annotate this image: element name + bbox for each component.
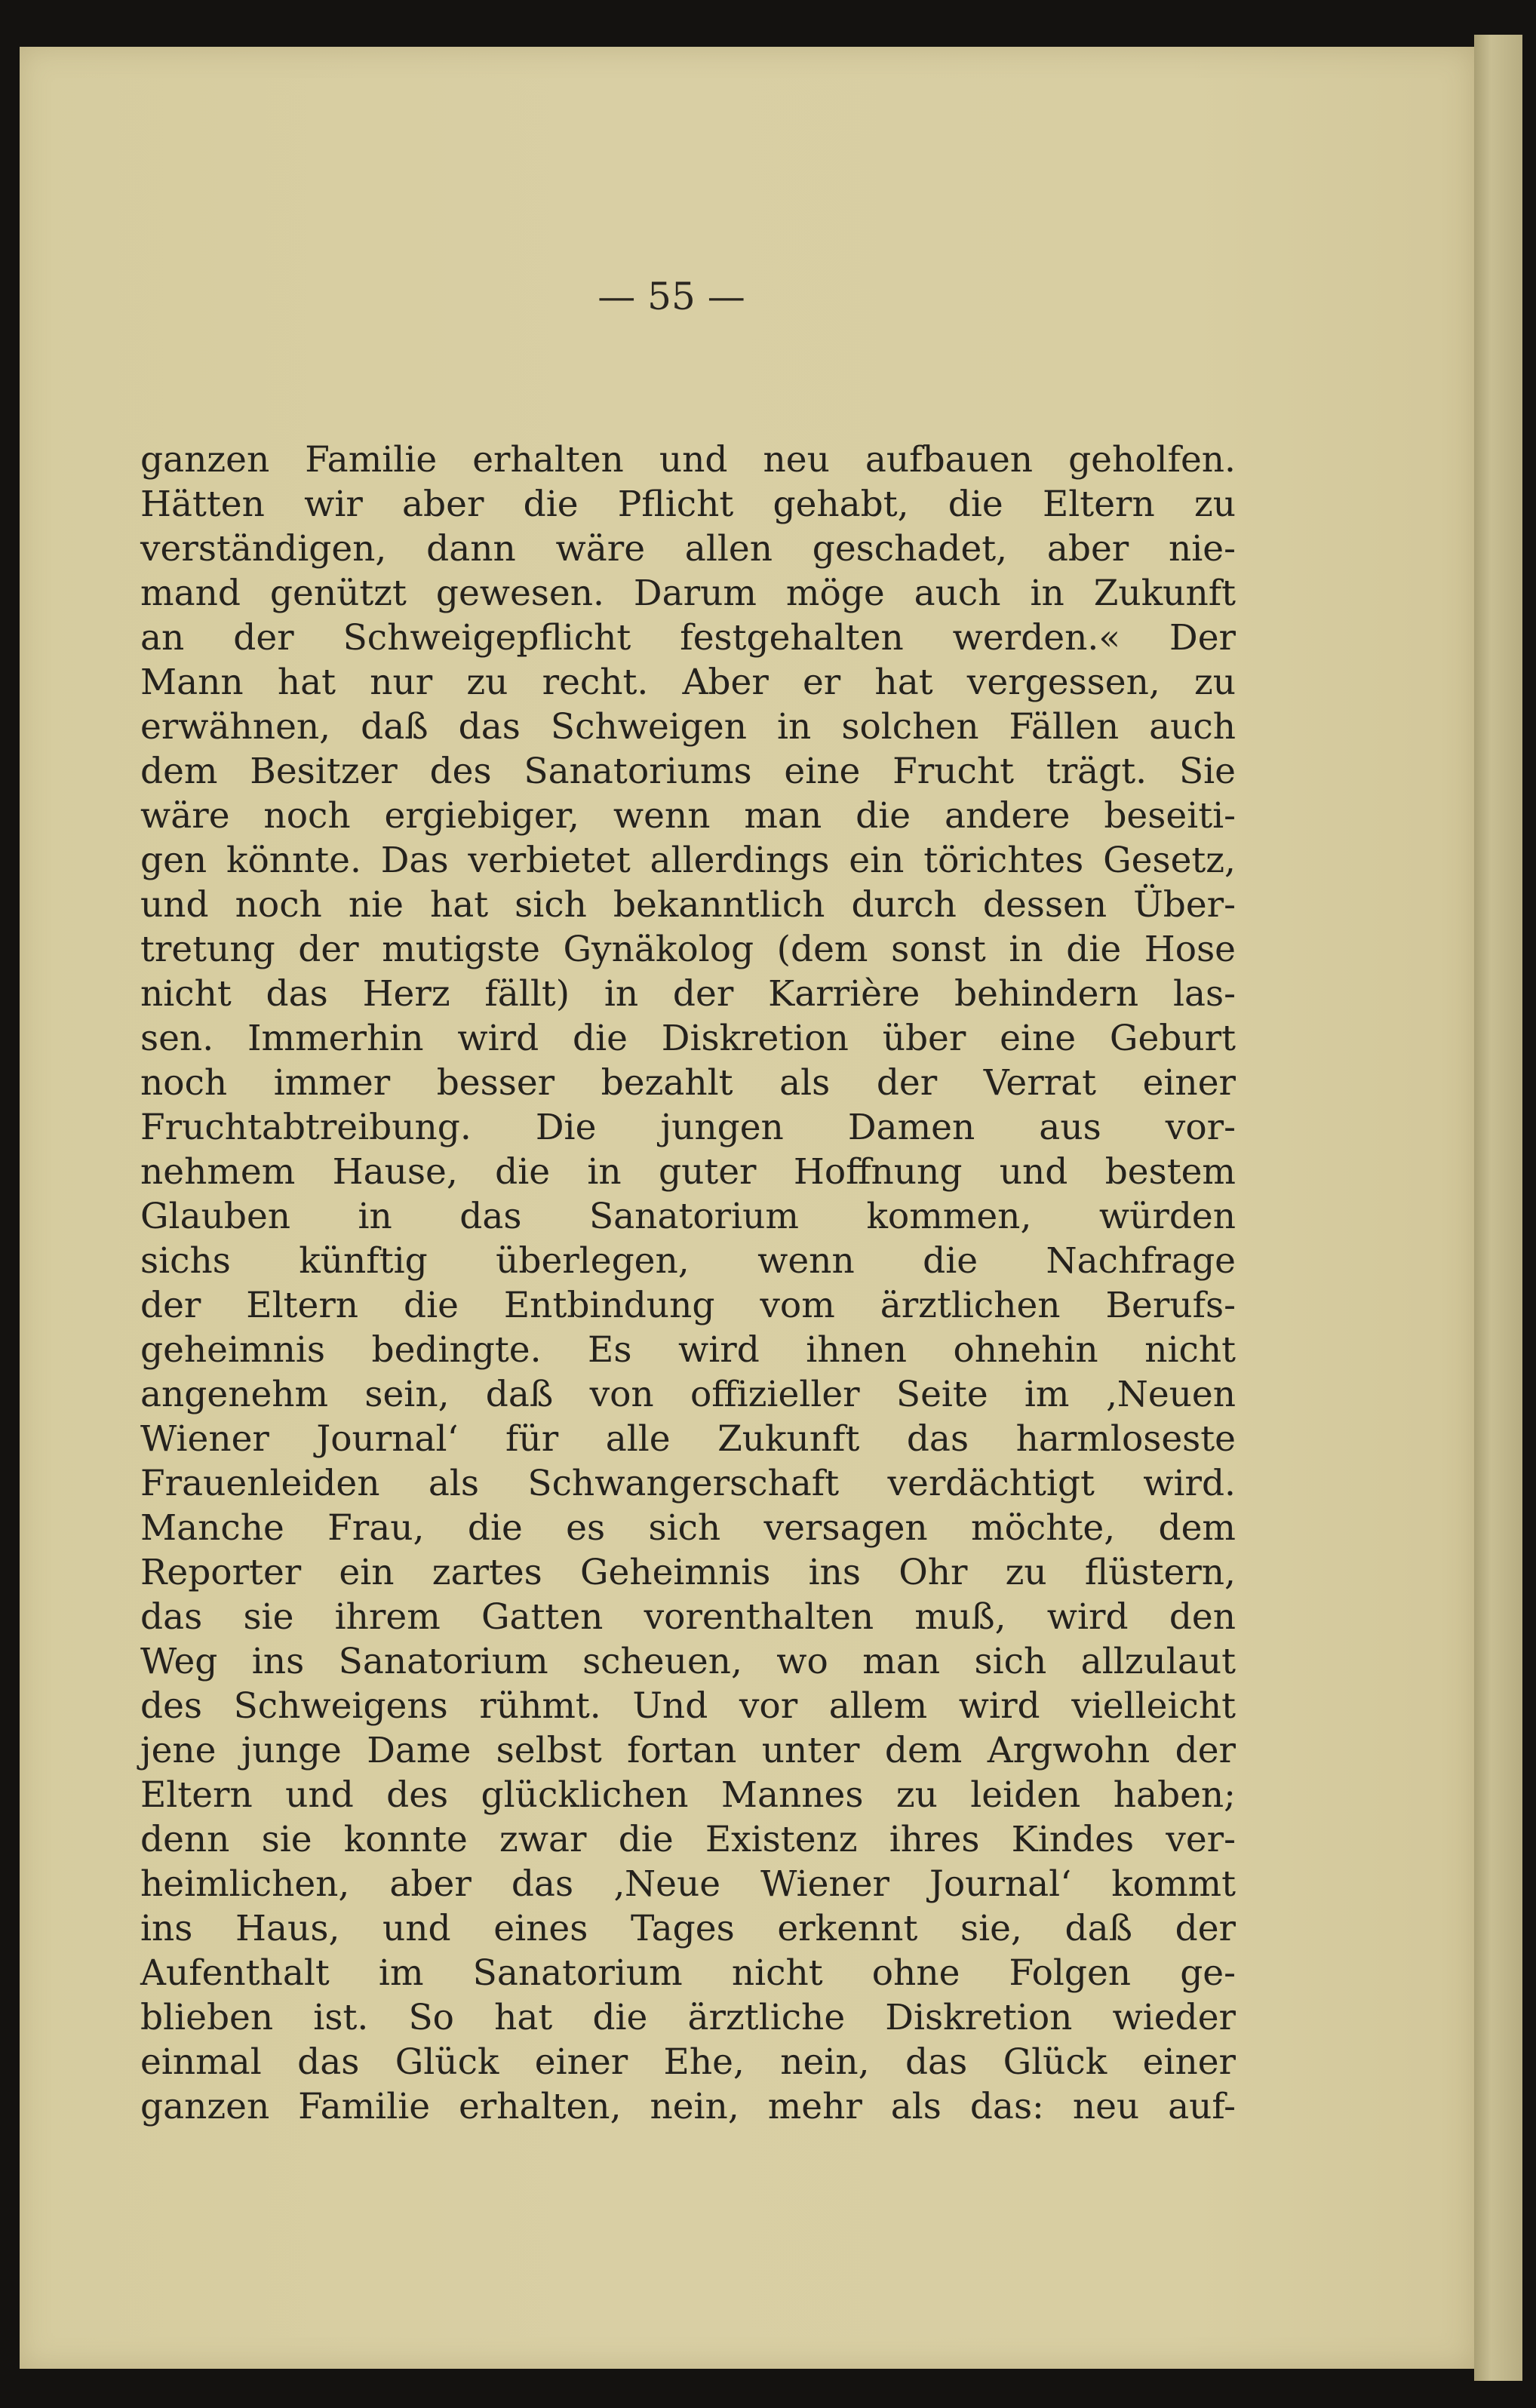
next-page-edge <box>1474 35 1522 2381</box>
text-line: sen. Immerhin wird die Diskretion über eine Geburt <box>140 1018 1236 1059</box>
text-line: ganzen Familie erhalten, nein, mehr als das: neu auf- <box>140 2086 1236 2127</box>
text-line: Reporter ein zartes Geheimnis ins Ohr zu flüstern, <box>140 1552 1236 1593</box>
text-line: das sie ihrem Gatten vorenthalten muß, wird den <box>140 1596 1236 1638</box>
text-line: der Eltern die Entbindung vom ärztlichen Berufs- <box>140 1285 1236 1326</box>
body-text <box>140 438 1236 2129</box>
text-line: an der Schweigepflicht festgehalten werden.« Der <box>140 617 1236 659</box>
text-line: ins Haus, und eines Tages erkennt sie, daß der <box>140 1908 1236 1949</box>
text-line: Weg ins Sanatorium scheuen, wo man sich allzulaut <box>140 1641 1236 1682</box>
text-line: denn sie konnte zwar die Existenz ihres Kindes ver- <box>140 1819 1236 1860</box>
text-line: Aufenthalt im Sanatorium nicht ohne Folgen ge- <box>140 1952 1236 1994</box>
text-line: mand genützt gewesen. Darum möge auch in Zukunft <box>140 573 1236 614</box>
text-line: geheimnis bedingte. Es wird ihnen ohnehin nicht <box>140 1329 1236 1371</box>
text-line: einmal das Glück einer Ehe, nein, das Glück einer <box>140 2041 1236 2083</box>
text-line: Fruchtabtreibung. Die jungen Damen aus vor- <box>140 1107 1236 1148</box>
page-sheet <box>20 47 1474 2369</box>
text-line: tretung der mutigste Gynäkolog (dem sonst in die Hose <box>140 929 1236 970</box>
text-line: nehmem Hause, die in guter Hoffnung und bestem <box>140 1151 1236 1193</box>
text-line: Wiener Journal‘ für alle Zukunft das harmloseste <box>140 1418 1236 1460</box>
text-line: Glauben in das Sanatorium kommen, würden <box>140 1196 1236 1237</box>
text-line: nicht das Herz fällt) in der Karrière behindern las- <box>140 973 1236 1015</box>
text-line: wäre noch ergiebiger, wenn man die andere beseiti- <box>140 795 1236 837</box>
text-line: Eltern und des glücklichen Mannes zu leiden haben; <box>140 1774 1236 1816</box>
text-line: Frauenleiden als Schwangerschaft verdächtigt wird. <box>140 1463 1236 1504</box>
text-line: erwähnen, daß das Schweigen in solchen Fällen auch <box>140 706 1236 748</box>
text-line: verständigen, dann wäre allen geschadet, aber nie- <box>140 528 1236 570</box>
text-line: heimlichen, aber das ‚Neue Wiener Journal‘ kommt <box>140 1863 1236 1905</box>
text-line: sichs künftig überlegen, wenn die Nachfrage <box>140 1240 1236 1282</box>
text-line: Hätten wir aber die Pflicht gehabt, die Eltern zu <box>140 484 1236 525</box>
text-line: ganzen Familie erhalten und neu aufbauen geholfen. <box>140 439 1236 481</box>
text-line: Mann hat nur zu recht. Aber er hat vergessen, zu <box>140 662 1236 703</box>
text-line: des Schweigens rühmt. Und vor allem wird vielleicht <box>140 1685 1236 1727</box>
text-line: dem Besitzer des Sanatoriums eine Frucht trägt. Sie <box>140 751 1236 792</box>
text-line: gen könnte. Das verbietet allerdings ein törichtes Gesetz, <box>140 840 1236 881</box>
text-line: blieben ist. So hat die ärztliche Diskretion wieder <box>140 1997 1236 2038</box>
text-line: Manche Frau, die es sich versagen möchte, dem <box>140 1507 1236 1549</box>
page-number: — 55 — <box>598 275 745 318</box>
text-line: und noch nie hat sich bekanntlich durch dessen Über- <box>140 884 1236 926</box>
text-line: jene junge Dame selbst fortan unter dem Argwohn der <box>140 1730 1236 1771</box>
text-line: angenehm sein, daß von offizieller Seite im ‚Neuen <box>140 1374 1236 1415</box>
text-line: noch immer besser bezahlt als der Verrat einer <box>140 1062 1236 1104</box>
